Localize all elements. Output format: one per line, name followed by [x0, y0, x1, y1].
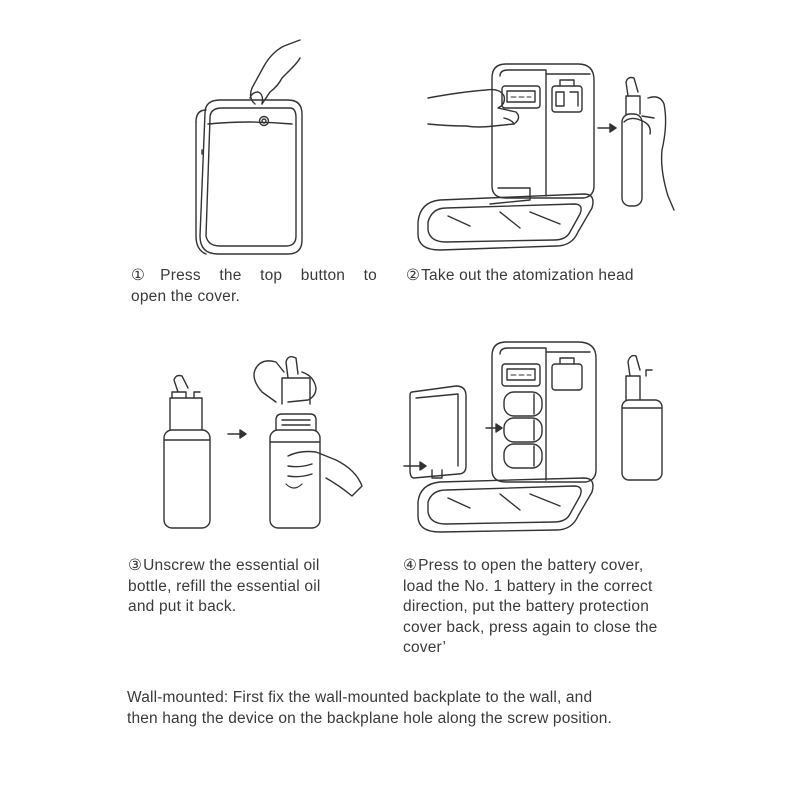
step4-battery-illustration: [404, 342, 662, 532]
finger-icon: [251, 40, 300, 104]
step-text-line: Press the top button to: [160, 267, 377, 284]
step-number: ①: [131, 267, 160, 284]
battery-icon: [504, 392, 542, 416]
step3-bottle-illustration: [164, 357, 362, 528]
step-text-line: Press to open the battery cover,: [418, 557, 644, 574]
step-text-line: bottle, refill the essential oil: [128, 577, 321, 595]
step-3-caption: [128, 556, 378, 618]
step-text-line: open the cover.: [131, 287, 240, 305]
note-line: then hang the device on the backplane hole along the screw position.: [127, 710, 613, 727]
step-text-line: cover’: [403, 639, 447, 656]
step-text-line: cover back, press again to close the: [403, 618, 658, 636]
step-1-caption: [131, 266, 377, 307]
wall-mounted-note: [127, 687, 692, 729]
step-text-line: load the No. 1 battery in the correct: [403, 577, 653, 595]
hand-icon: [288, 452, 362, 497]
step-text-line: and put it back.: [128, 598, 237, 615]
step-2-caption: [406, 266, 681, 287]
battery-icon: [504, 418, 542, 442]
step2-open-diffuser-illustration: [418, 64, 674, 250]
step-number: ④: [403, 557, 418, 574]
step-number: ②: [406, 267, 421, 284]
step1-diffuser-illustration: [196, 40, 302, 254]
step-4-caption: [403, 556, 690, 659]
step-text-line: Take out the atomization head: [421, 267, 634, 284]
battery-icon: [504, 444, 542, 468]
step-number: ③: [128, 557, 143, 574]
step-text-line: direction, put the battery protection: [403, 598, 650, 615]
step-text-line: Unscrew the essential oil: [143, 557, 320, 574]
note-line: Wall-mounted: First fix the wall-mounted backplate to the wall, and: [127, 689, 593, 706]
